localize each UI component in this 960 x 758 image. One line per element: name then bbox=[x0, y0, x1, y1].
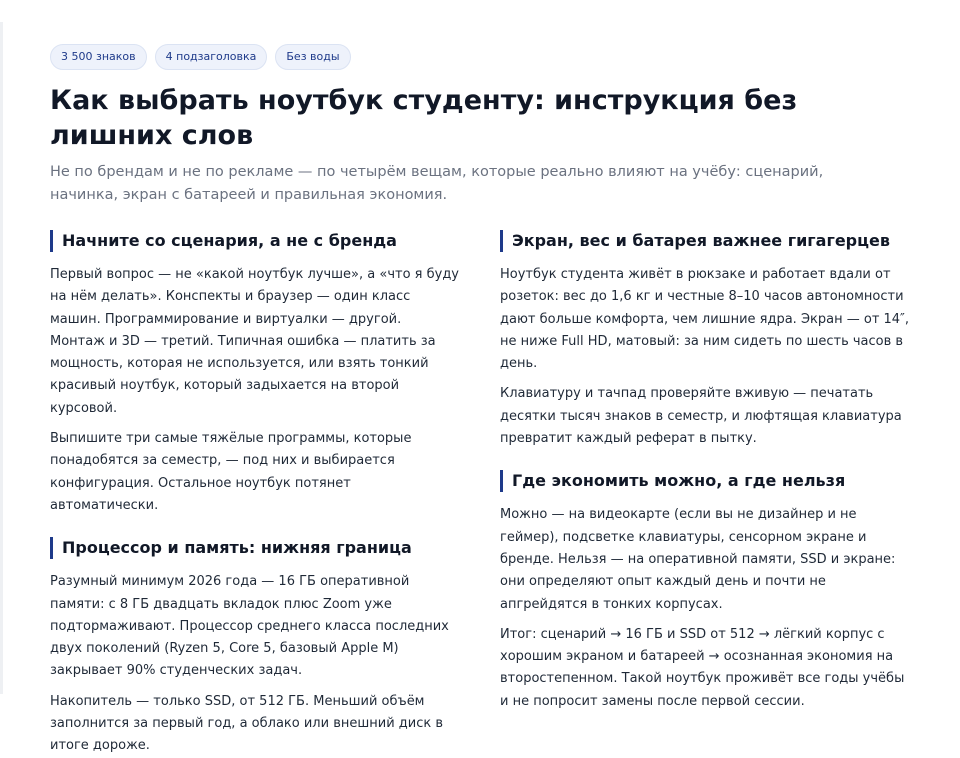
section-heading: Где экономить можно, а где нельзя bbox=[500, 470, 910, 492]
article-subtitle: Не по брендам и не по рекламе — по четырём вещам, которые реально влияют на учёбу: сценарий, начинка, экран с батареей и правильная экономия. bbox=[50, 164, 824, 203]
section-screen-weight-battery bbox=[500, 230, 910, 450]
tag-no-fluff: Без воды bbox=[275, 44, 350, 70]
left-edge-rule bbox=[0, 22, 3, 694]
left-column bbox=[50, 230, 460, 758]
section-paragraph: Клавиатуру и тачпад проверяйте вживую — печатать десятки тысяч знаков в семестр, и люфтящая клавиатура превратит каждый реферат в пытку. bbox=[500, 386, 902, 447]
section-paragraph: Можно — на видеокарте (если вы не дизайнер и не геймер), подсветке клавиатуры, сенсорном экране и бренде. Нельзя — на оперативной памяти, SSD и экране: они определяют опыт каждый день и почти не апгрейдятся в тонких корпусах. bbox=[500, 507, 896, 612]
section-scenario bbox=[50, 230, 460, 517]
tag-subheading-count: 4 подзаголовка bbox=[155, 44, 268, 70]
section-paragraph: Накопитель — только SSD, от 512 ГБ. Меньший объём заполнится за первый год, а облако или внешний диск в итоге дороже. bbox=[50, 693, 444, 754]
tag-list bbox=[50, 44, 910, 70]
section-savings bbox=[500, 470, 910, 713]
section-paragraph: Итог: сценарий → 16 ГБ и SSD от 512 → лёгкий корпус с хорошим экраном и батареей → осознанная экономия на второстепенном. Такой ноутбук проживёт все годы учёбы и не попросит замены после первой сессии. bbox=[500, 626, 905, 709]
section-paragraph: Первый вопрос — не «какой ноутбук лучше», а «что я буду на нём делать». Конспекты и браузер — один класс машин. Программирование и виртуалки — другой. Монтаж и 3D — третий. Типичная ошибка — платить за мощность, которая не используется, или взять тонкий красивый ноутбук, который задыхается на второй курсовой. bbox=[50, 267, 459, 416]
article-title: Как выбрать ноутбук студенту: инструкция без лишних слов bbox=[50, 85, 798, 151]
section-heading: Процессор и память: нижняя граница bbox=[50, 537, 460, 559]
section-cpu-memory bbox=[50, 537, 460, 757]
section-paragraph: Выпишите три самые тяжёлые программы, которые понадобятся за семестр, — под них и выбирается конфигурация. Остальное ноутбук потянет автоматически. bbox=[50, 431, 412, 513]
section-heading: Экран, вес и батарея важнее гигагерцев bbox=[500, 230, 910, 252]
section-paragraph: Разумный минимум 2026 года — 16 ГБ оперативной памяти: с 8 ГБ двадцать вкладок плюс Zoom уже подтормаживают. Процессор среднего класса последних двух поколений (Ryzen 5, Core 5, базовый Apple M) закрывает 90% студенческих задач. bbox=[50, 574, 449, 679]
article bbox=[50, 44, 910, 754]
tag-char-count: 3 500 знаков bbox=[50, 44, 147, 70]
right-column bbox=[500, 230, 910, 713]
section-heading: Начните со сценария, а не с бренда bbox=[50, 230, 460, 252]
section-paragraph: Ноутбук студента живёт в рюкзаке и работает вдали от розеток: вес до 1,6 кг и честные 8–10 часов автономности дают больше комфорта, чем лишние ядра. Экран — от 14″, не ниже Full HD, матовый: за ним сидеть по шесть часов в день. bbox=[500, 267, 910, 372]
